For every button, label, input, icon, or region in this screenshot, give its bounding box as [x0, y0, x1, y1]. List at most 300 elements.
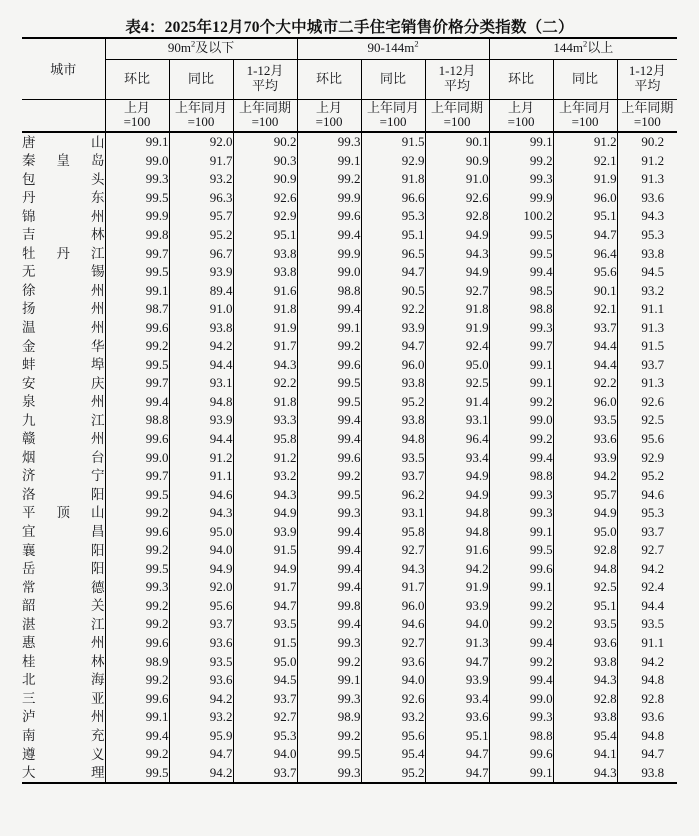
index-value-cell: 95.4 [361, 745, 425, 764]
index-value-cell: 93.7 [641, 356, 665, 372]
city-name-label: 岳 阳 [22, 561, 105, 577]
index-value-cell: 95.2 [361, 764, 425, 784]
index-value-cell: 99.5 [489, 244, 553, 263]
city-name-cell [22, 467, 105, 486]
city-name-cell [22, 244, 105, 263]
index-value-cell: 99.2 [105, 615, 169, 634]
index-value-cell: 99.1 [297, 152, 361, 171]
index-value-cell: 93.1 [425, 411, 489, 430]
index-value-cell: 95.0 [425, 356, 489, 375]
index-value-cell: 99.4 [489, 448, 553, 467]
city-name-cell [22, 541, 105, 560]
index-value-cell: 93.6 [169, 671, 233, 690]
index-value-cell: 93.3 [233, 411, 297, 430]
index-value-cell: 94.3 [641, 208, 665, 224]
index-value-cell: 99.2 [489, 652, 553, 671]
index-value-cell: 94.5 [233, 671, 297, 690]
index-value-cell: 94.4 [553, 337, 617, 356]
index-value-cell: 93.9 [169, 263, 233, 282]
index-value-cell: 95.9 [169, 727, 233, 746]
header-metric-row [22, 59, 677, 99]
index-value-cell: 93.5 [641, 616, 665, 632]
index-value-cell: 94.7 [425, 652, 489, 671]
index-value-cell: 99.4 [489, 263, 553, 282]
header-base-city-spacer [22, 99, 105, 132]
city-name-label: 无 锡 [22, 264, 105, 280]
index-value-cell: 91.1 [169, 467, 233, 486]
table-row [22, 263, 677, 282]
header-metric-yoy-3: 同比 [553, 59, 617, 99]
index-value-cell: 99.4 [297, 522, 361, 541]
table-row [22, 281, 677, 300]
index-value-cell: 99.4 [297, 560, 361, 579]
index-value-cell: 93.6 [553, 634, 617, 653]
table-row [22, 318, 677, 337]
index-value-cell: 99.6 [105, 689, 169, 708]
index-value-cell: 94.8 [425, 504, 489, 523]
index-value-cell: 93.5 [169, 652, 233, 671]
city-name-cell [22, 764, 105, 784]
index-value-cell: 93.2 [361, 708, 425, 727]
sup-square-1: 2 [190, 39, 196, 50]
index-value-cell: 99.4 [297, 541, 361, 560]
header-group-90-144: $90-144m^2$ [297, 38, 489, 59]
index-value-cell: 99.5 [297, 393, 361, 412]
index-value-cell: 98.5 [489, 281, 553, 300]
index-value-cell: 95.8 [233, 430, 297, 449]
index-value-cell: 99.1 [297, 318, 361, 337]
index-value-cell: 99.7 [105, 467, 169, 486]
table-row [22, 745, 677, 764]
city-name-cell [22, 393, 105, 412]
index-value-cell: 99.7 [489, 337, 553, 356]
index-value-cell: 90.9 [425, 152, 489, 171]
city-name-label: 襄 阳 [22, 542, 105, 558]
index-value-cell: 96.0 [553, 393, 617, 412]
index-value-cell: 95.2 [641, 468, 665, 484]
index-value-cell: 93.7 [233, 689, 297, 708]
index-value-cell: 91.0 [169, 300, 233, 319]
index-value-cell: 92.7 [361, 634, 425, 653]
header-base-yoy-2: 上年同月 =100 [361, 99, 425, 132]
index-value-cell: 91.5 [641, 338, 665, 354]
city-name-cell [22, 652, 105, 671]
index-value-cell: 90.9 [233, 170, 297, 189]
index-value-cell: 89.4 [169, 281, 233, 300]
index-value-cell: 93.6 [553, 430, 617, 449]
index-value-cell: 93.8 [617, 764, 677, 784]
index-value-cell: 92.6 [641, 393, 665, 409]
index-value-cell: 99.2 [105, 504, 169, 523]
city-name-cell [22, 689, 105, 708]
table-row [22, 226, 677, 245]
index-value-cell: 93.6 [425, 708, 489, 727]
index-value-cell: 99.9 [105, 207, 169, 226]
table-row [22, 152, 677, 171]
index-value-cell: 95.6 [361, 727, 425, 746]
index-value-cell: 94.9 [425, 263, 489, 282]
index-value-cell: 95.4 [553, 727, 617, 746]
index-value-cell: 99.3 [489, 170, 553, 189]
index-value-cell: 99.5 [105, 189, 169, 208]
index-value-cell: 91.9 [233, 318, 297, 337]
index-value-cell: 94.2 [425, 560, 489, 579]
index-value-cell: 91.9 [553, 170, 617, 189]
index-value-cell: 91.3 [641, 375, 665, 391]
header-city-cell [22, 38, 105, 99]
index-value-cell: 99.5 [297, 745, 361, 764]
index-value-cell: 94.9 [425, 467, 489, 486]
index-value-cell: 99.1 [105, 132, 169, 152]
index-value-cell: 94.9 [233, 560, 297, 579]
index-value-cell: 99.2 [489, 430, 553, 449]
city-name-cell [22, 374, 105, 393]
city-name-label: 安 庆 [22, 375, 105, 391]
index-value-cell: 99.2 [105, 671, 169, 690]
index-value-cell: 99.6 [105, 318, 169, 337]
index-value-cell: 94.9 [169, 560, 233, 579]
index-value-cell: 99.4 [297, 578, 361, 597]
index-value-cell: 92.8 [553, 689, 617, 708]
index-value-cell: 92.7 [425, 281, 489, 300]
index-value-cell: 92.6 [233, 189, 297, 208]
index-value-cell: 94.7 [169, 745, 233, 764]
city-name-label: 赣 州 [22, 431, 105, 447]
index-value-cell: 99.6 [105, 634, 169, 653]
index-value-cell: 92.6 [361, 689, 425, 708]
index-value-cell: 92.5 [553, 578, 617, 597]
index-value-cell: 99.2 [489, 152, 553, 171]
index-value-cell: 93.9 [233, 522, 297, 541]
table-row [22, 727, 677, 746]
table-row [22, 374, 677, 393]
index-value-cell: 95.0 [553, 522, 617, 541]
city-name-label: 丹 东 [22, 190, 105, 206]
sup-square-3: 2 [583, 39, 588, 50]
index-value-cell: 93.8 [361, 411, 425, 430]
header-metric-yoy-2: 同比 [361, 59, 425, 99]
index-value-cell: 99.0 [105, 448, 169, 467]
index-value-cell: 99.2 [105, 597, 169, 616]
table-row [22, 615, 677, 634]
index-value-cell: 91.8 [233, 300, 297, 319]
index-value-cell: 94.7 [361, 337, 425, 356]
index-value-cell: 94.7 [553, 226, 617, 245]
index-value-cell: 99.5 [489, 541, 553, 560]
index-value-cell: 96.0 [553, 189, 617, 208]
index-value-cell: 96.7 [169, 244, 233, 263]
index-value-cell: 91.2 [233, 448, 297, 467]
index-value-cell: 94.8 [169, 393, 233, 412]
city-name-cell [22, 152, 105, 171]
table-row [22, 634, 677, 653]
city-name-label: 三 亚 [22, 690, 105, 706]
index-value-cell: 99.5 [105, 356, 169, 375]
city-name-label: 湛 江 [22, 616, 105, 632]
city-name-cell [22, 597, 105, 616]
table-row [22, 189, 677, 208]
index-value-cell: 99.6 [297, 207, 361, 226]
index-value-cell: 99.4 [297, 615, 361, 634]
index-value-cell: 99.2 [297, 337, 361, 356]
city-name-cell [22, 485, 105, 504]
index-value-cell: 93.5 [553, 411, 617, 430]
index-value-cell: 99.2 [297, 170, 361, 189]
index-value-cell: 95.6 [641, 431, 665, 447]
index-value-cell: 93.4 [425, 689, 489, 708]
index-value-cell: 92.1 [553, 152, 617, 171]
index-value-cell: 94.3 [553, 764, 617, 784]
city-name-label: 惠 州 [22, 635, 105, 651]
index-value-cell: 93.8 [233, 263, 297, 282]
index-value-cell: 92.0 [169, 132, 233, 152]
index-value-cell: 94.8 [361, 430, 425, 449]
index-value-cell: 91.5 [233, 634, 297, 653]
city-name-cell [22, 356, 105, 375]
index-value-cell: 94.2 [169, 764, 233, 784]
index-value-cell: 99.4 [105, 393, 169, 412]
index-value-cell: 99.3 [489, 708, 553, 727]
index-value-cell: 96.3 [169, 189, 233, 208]
index-value-cell: 90.3 [233, 152, 297, 171]
city-name-label: 包 头 [22, 171, 105, 187]
index-value-cell: 99.3 [297, 764, 361, 784]
index-value-cell: 91.2 [641, 152, 665, 168]
index-value-cell: 91.8 [233, 393, 297, 412]
index-value-cell: 93.5 [553, 615, 617, 634]
city-name-cell [22, 615, 105, 634]
index-value-cell: 99.1 [297, 671, 361, 690]
index-value-cell: 98.8 [489, 300, 553, 319]
index-value-cell: 98.9 [105, 652, 169, 671]
table-row [22, 337, 677, 356]
index-value-cell: 95.1 [553, 597, 617, 616]
index-value-cell: 94.3 [425, 244, 489, 263]
index-value-cell: 92.8 [425, 207, 489, 226]
index-value-cell: 98.8 [105, 411, 169, 430]
header-base-yoy-3: 上年同月 =100 [553, 99, 617, 132]
index-value-cell: 92.4 [641, 579, 665, 595]
index-value-cell: 99.3 [105, 578, 169, 597]
index-value-cell: 99.6 [489, 560, 553, 579]
index-value-cell: 99.0 [489, 689, 553, 708]
city-name-cell [22, 189, 105, 208]
index-value-cell: 98.9 [297, 708, 361, 727]
page-title: 表4：2025年12月70个大中城市二手住宅销售价格分类指数（二） [125, 19, 574, 36]
table-row [22, 597, 677, 616]
index-value-cell: 94.9 [553, 504, 617, 523]
index-value-cell: 93.8 [641, 245, 665, 261]
index-value-cell: 92.8 [553, 541, 617, 560]
index-value-cell: 99.9 [297, 189, 361, 208]
city-name-cell [22, 263, 105, 282]
index-value-cell: 94.7 [361, 263, 425, 282]
city-name-cell [22, 226, 105, 245]
index-value-cell: 94.4 [169, 430, 233, 449]
table-row [22, 578, 677, 597]
index-value-cell: 92.9 [361, 152, 425, 171]
header-metric-yoy-1: 同比 [169, 59, 233, 99]
index-value-cell: 91.9 [425, 318, 489, 337]
city-name-label: 桂 林 [22, 653, 105, 669]
index-value-cell: 99.2 [489, 615, 553, 634]
index-value-cell: 92.2 [233, 374, 297, 393]
index-value-cell: 95.6 [553, 263, 617, 282]
city-name-label: 泸 州 [22, 709, 105, 725]
city-name-label: 吉 林 [22, 227, 105, 243]
index-value-cell: 93.7 [361, 467, 425, 486]
index-value-cell: 93.8 [169, 318, 233, 337]
index-value-cell: 93.2 [233, 467, 297, 486]
index-value-cell: 93.8 [361, 374, 425, 393]
index-value-cell: 90.2 [233, 132, 297, 152]
index-value-cell: 95.6 [169, 597, 233, 616]
city-name-cell [22, 411, 105, 430]
index-value-cell: 99.1 [489, 522, 553, 541]
index-value-cell: 94.7 [425, 764, 489, 784]
city-name-cell [22, 727, 105, 746]
index-value-cell: 94.0 [233, 745, 297, 764]
index-value-cell: 93.2 [169, 708, 233, 727]
city-name-cell [22, 671, 105, 690]
index-value-cell: 99.1 [489, 578, 553, 597]
city-name-label: 九 江 [22, 412, 105, 428]
index-value-cell: 91.5 [361, 132, 425, 152]
index-value-cell: 99.3 [489, 318, 553, 337]
index-value-cell: 99.2 [105, 541, 169, 560]
city-name-label: 宜 昌 [22, 524, 105, 539]
index-value-cell: 99.9 [489, 189, 553, 208]
header-base-avg-2: 上年同期 =100 [425, 99, 489, 132]
city-name-cell [22, 522, 105, 541]
city-name-cell [22, 281, 105, 300]
index-value-cell: 99.1 [105, 708, 169, 727]
index-value-cell: 92.9 [233, 207, 297, 226]
table-row [22, 300, 677, 319]
index-value-cell: 91.7 [233, 337, 297, 356]
city-name-label: 洛 阳 [22, 486, 105, 502]
index-value-cell: 98.8 [297, 281, 361, 300]
header-metric-avg-3: 1-12月 平均 [628, 63, 666, 93]
index-value-cell: 94.3 [169, 504, 233, 523]
index-value-cell: 94.9 [425, 485, 489, 504]
index-value-cell: 99.3 [105, 170, 169, 189]
index-value-cell: 92.7 [641, 542, 665, 558]
index-value-cell: 99.0 [105, 152, 169, 171]
index-value-cell: 94.2 [169, 689, 233, 708]
table-row [22, 170, 677, 189]
index-value-cell: 93.7 [233, 764, 297, 784]
index-value-cell: 94.9 [233, 504, 297, 523]
city-name-cell [22, 170, 105, 189]
index-value-cell: 93.9 [553, 448, 617, 467]
index-value-cell: 99.3 [297, 504, 361, 523]
city-name-label: 韶 关 [22, 598, 105, 614]
header-group-row [22, 38, 677, 59]
index-value-cell: 94.5 [641, 264, 665, 280]
header-base-mom-3: 上月 =100 [489, 99, 553, 132]
index-value-cell: 92.9 [641, 449, 665, 465]
header-base-avg-3: 上年同期 =100 [621, 99, 674, 130]
index-value-cell: 93.8 [553, 652, 617, 671]
index-value-cell: 94.3 [553, 671, 617, 690]
index-value-cell: 92.2 [361, 300, 425, 319]
index-value-cell: 95.0 [233, 652, 297, 671]
index-value-cell: 99.2 [105, 337, 169, 356]
table-row [22, 708, 677, 727]
header-base-avg-1: 上年同期 =100 [233, 99, 297, 132]
index-value-cell: 94.8 [641, 672, 665, 688]
table-row [22, 671, 677, 690]
index-value-cell: 99.4 [105, 727, 169, 746]
index-value-cell: 96.0 [361, 356, 425, 375]
index-value-cell: 95.1 [425, 727, 489, 746]
index-value-cell: 94.3 [361, 560, 425, 579]
city-name-cell [22, 634, 105, 653]
index-value-cell: 99.8 [105, 226, 169, 245]
index-value-cell: 92.0 [169, 578, 233, 597]
index-value-cell: 99.4 [297, 430, 361, 449]
index-value-cell: 99.0 [489, 411, 553, 430]
city-name-label: 烟 台 [22, 449, 105, 465]
index-value-cell: 99.1 [489, 356, 553, 375]
city-name-cell [22, 560, 105, 579]
header-metric-mom-1: 环比 [105, 59, 169, 99]
index-value-cell: 90.1 [425, 132, 489, 152]
index-value-cell: 99.5 [105, 263, 169, 282]
index-value-cell: 99.6 [297, 356, 361, 375]
header-base-mom-2: 上月 =100 [297, 99, 361, 132]
index-value-cell: 99.4 [297, 300, 361, 319]
header-metric-mom-3: 环比 [489, 59, 553, 99]
table-row [22, 356, 677, 375]
table-row [22, 448, 677, 467]
table-row [22, 764, 677, 784]
index-value-cell: 90.5 [361, 281, 425, 300]
index-value-cell: 93.6 [641, 709, 665, 725]
city-name-cell [22, 708, 105, 727]
index-value-cell: 99.5 [297, 485, 361, 504]
header-base-row [22, 99, 677, 132]
index-value-cell: 99.1 [489, 132, 553, 152]
index-value-cell: 94.0 [169, 541, 233, 560]
index-value-cell: 99.2 [297, 727, 361, 746]
header-base-yoy-1: 上年同月 =100 [169, 99, 233, 132]
city-name-label: 蚌 埠 [22, 357, 105, 373]
index-value-cell: 91.8 [361, 170, 425, 189]
index-value-cell: 93.1 [361, 504, 425, 523]
index-value-cell: 93.9 [425, 671, 489, 690]
index-value-cell: 92.5 [641, 412, 665, 428]
index-value-cell: 93.7 [553, 318, 617, 337]
table-row [22, 244, 677, 263]
index-value-cell: 93.7 [641, 523, 665, 539]
index-value-cell: 99.8 [297, 597, 361, 616]
index-value-cell: 99.3 [297, 132, 361, 152]
index-value-cell: 91.4 [425, 393, 489, 412]
index-value-cell: 99.5 [105, 764, 169, 784]
city-name-label: 南 充 [22, 728, 105, 744]
index-value-cell: 98.7 [105, 300, 169, 319]
index-value-cell: 94.8 [425, 522, 489, 541]
header-metric-avg-2: 1-12月 平均 [425, 59, 489, 99]
index-value-cell: 90.2 [641, 134, 665, 150]
index-value-cell: 99.5 [105, 485, 169, 504]
index-value-cell: 93.4 [425, 448, 489, 467]
index-value-cell: 95.0 [169, 522, 233, 541]
index-value-cell: 93.7 [169, 615, 233, 634]
index-value-cell: 96.4 [553, 244, 617, 263]
